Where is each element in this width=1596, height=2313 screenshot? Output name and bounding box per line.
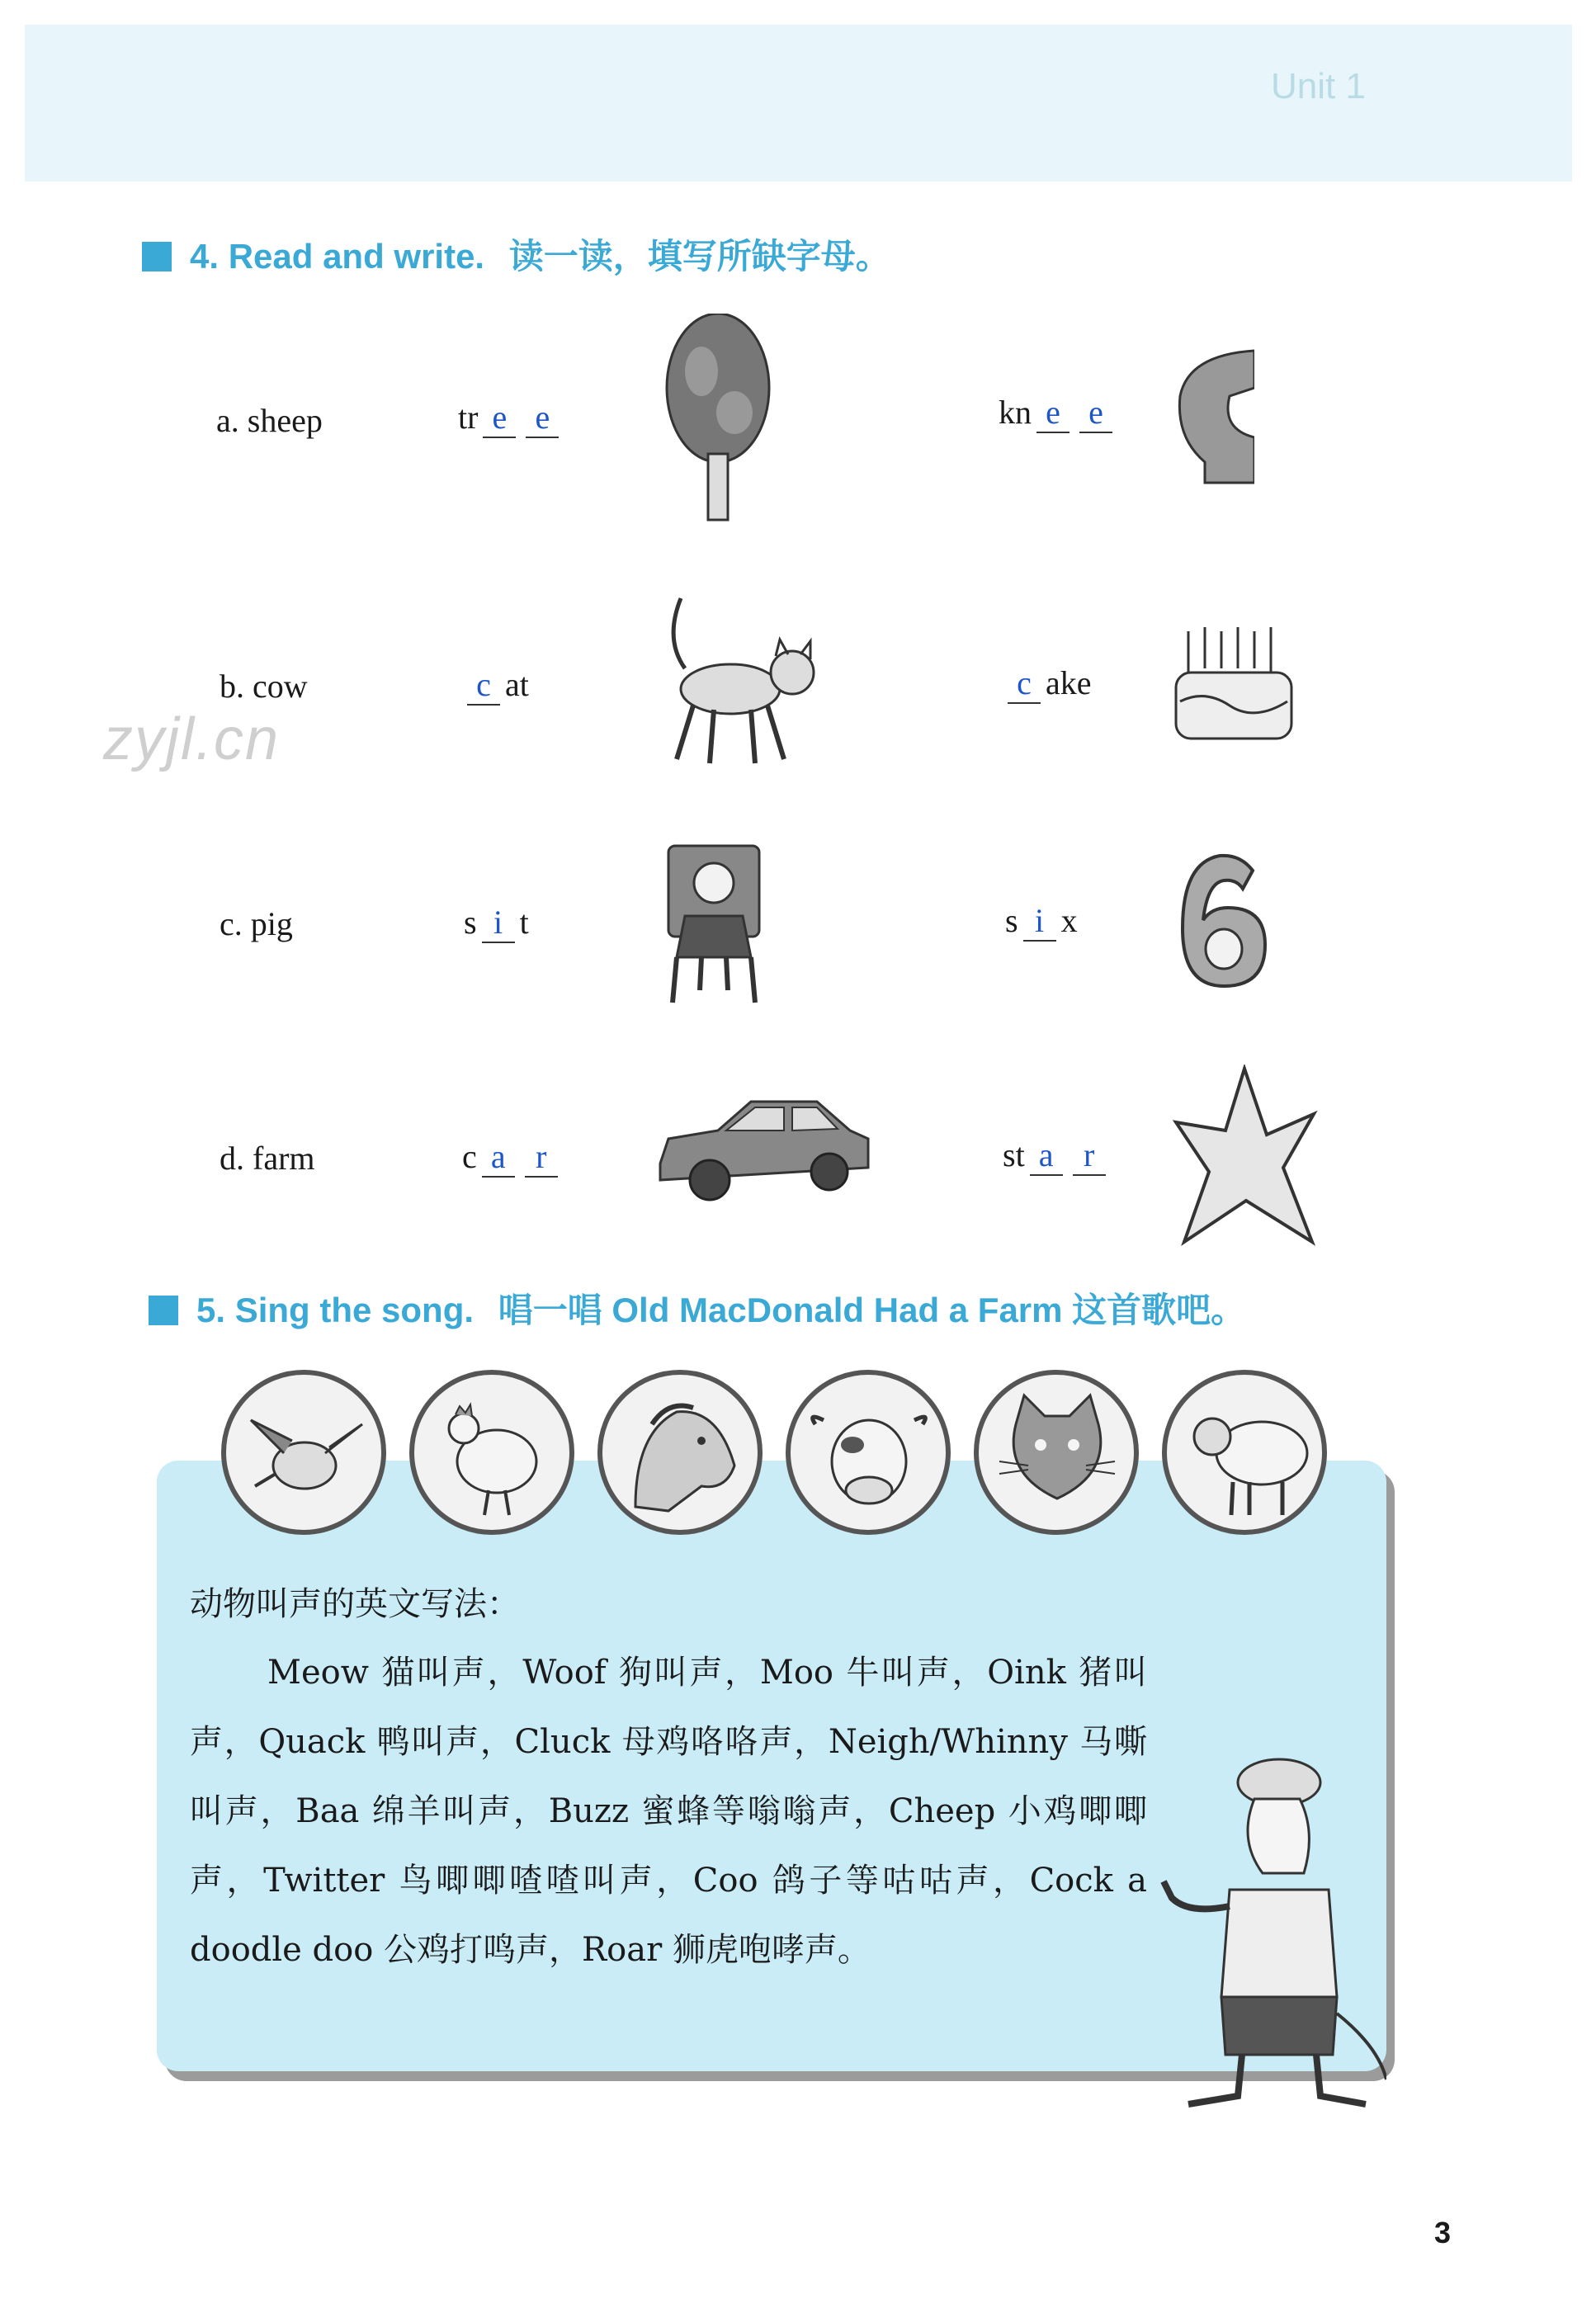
key-word-c-text: c. pig — [220, 905, 293, 942]
word-suffix: t — [519, 904, 529, 941]
blank-letter[interactable]: c — [1008, 663, 1041, 704]
key-word-b-text: b. cow — [220, 668, 308, 705]
section-5-title-cn-1: 唱一唱 — [498, 1290, 602, 1330]
word-tree[interactable] — [458, 398, 564, 438]
blank-letter[interactable]: r — [1073, 1135, 1106, 1176]
section-4-title — [142, 229, 890, 279]
key-word-b — [220, 667, 308, 706]
blank-letter[interactable]: r — [525, 1137, 558, 1178]
cow-badge — [786, 1370, 951, 1535]
birthday-cake-icon — [1172, 623, 1296, 747]
girl-sitting-icon — [660, 842, 767, 1007]
section-marker-icon — [149, 1296, 178, 1325]
word-cake[interactable] — [1003, 663, 1092, 704]
sheep-badge — [1162, 1370, 1327, 1535]
blank-letter[interactable]: c — [467, 665, 500, 706]
word-prefix: s — [464, 904, 477, 941]
horse-badge — [597, 1370, 763, 1535]
section-4-title-cn: 读一读，填写所缺字母。 — [508, 236, 890, 276]
car-icon — [652, 1089, 875, 1213]
number-six-icon — [1170, 846, 1277, 994]
word-prefix: s — [1005, 902, 1018, 939]
tree-icon — [660, 314, 776, 528]
word-suffix: at — [505, 666, 529, 703]
watermark: zyjl.cn — [103, 706, 281, 772]
word-six[interactable] — [1005, 901, 1078, 942]
knee-icon — [1172, 347, 1254, 487]
cow-icon — [791, 1375, 947, 1532]
key-word-a-text: a. sheep — [216, 402, 323, 439]
unit-label: Unit 1 — [1271, 66, 1366, 106]
word-prefix: c — [462, 1138, 477, 1175]
word-prefix: st — [1003, 1136, 1025, 1173]
bird-badge — [221, 1370, 386, 1535]
word-suffix: x — [1060, 902, 1078, 939]
hen-icon — [414, 1375, 571, 1532]
section-5-title-en: 5. Sing the song. — [196, 1291, 475, 1329]
word-suffix: ake — [1046, 664, 1092, 701]
cat-icon — [652, 590, 825, 772]
section-marker-icon — [142, 242, 172, 271]
blank-letter[interactable]: e — [1036, 393, 1070, 433]
section-5-title — [149, 1283, 1245, 1333]
blank-letter[interactable]: e — [1079, 393, 1112, 433]
word-car[interactable] — [462, 1137, 563, 1178]
cat-face-icon — [979, 1375, 1136, 1532]
word-sit[interactable] — [464, 903, 529, 943]
bird-icon — [226, 1375, 383, 1532]
word-cat[interactable] — [462, 665, 529, 706]
key-word-d-text: d. farm — [220, 1140, 315, 1177]
word-prefix: tr — [458, 399, 479, 436]
blank-letter[interactable]: i — [482, 903, 515, 943]
word-knee[interactable] — [999, 393, 1117, 433]
blank-letter[interactable]: e — [483, 398, 516, 438]
dinosaur-mascot-icon — [1139, 1749, 1386, 2129]
word-prefix: kn — [999, 394, 1032, 431]
blank-letter[interactable]: i — [1023, 901, 1056, 942]
blank-letter[interactable]: a — [1030, 1135, 1063, 1176]
blank-letter[interactable]: e — [526, 398, 559, 438]
page-number: 3 — [1434, 2216, 1452, 2249]
key-word-a — [216, 401, 323, 440]
song-title: Old MacDonald Had a Farm — [611, 1291, 1063, 1329]
blank-letter[interactable]: a — [482, 1137, 515, 1178]
sheep-icon — [1167, 1375, 1324, 1532]
note-heading: 动物叫声的英文写法： — [190, 1585, 520, 1623]
cat-badge — [974, 1370, 1139, 1535]
section-4-title-en: 4. Read and write. — [190, 237, 485, 276]
word-star[interactable] — [1003, 1135, 1111, 1176]
key-word-c — [220, 904, 293, 943]
hen-badge — [409, 1370, 574, 1535]
star-icon — [1172, 1064, 1320, 1254]
section-5-title-cn-2: 这首歌吧。 — [1072, 1290, 1246, 1330]
key-word-d — [220, 1139, 315, 1178]
note-body: Meow 猫叫声，Woof 狗叫声，Moo 牛叫声，Oink 猪叫声，Quack 鸭叫声，Cluck 母鸡咯咯声，Neigh/Whinny 马嘶叫声，Baa 绵羊叫声，Buzz 蜜蜂等嗡嗡声，Cheep 小鸡唧唧声，Twitter 鸟唧唧喳喳叫声，Coo 鸽子等咕咕声，Cock a doodle doo 公鸡打鸣声，Roar 狮虎咆哮声。 — [190, 1654, 1147, 1969]
horse-icon — [602, 1375, 759, 1532]
